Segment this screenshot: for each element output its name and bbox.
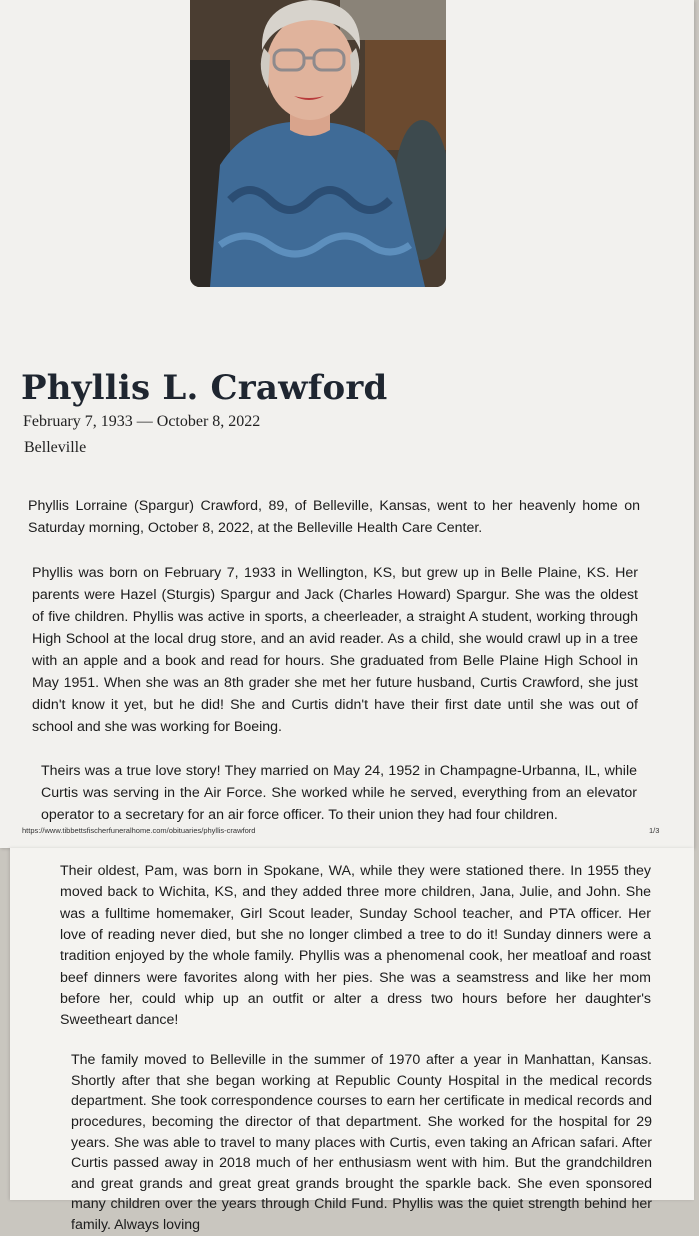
- portrait-photo: [190, 0, 446, 287]
- obituary-paragraph: Theirs was a true love story! They married on May 24, 1952 in Champagne-Urbanna, IL, while Curtis was serving in the Air Force. She worked while he served, everything from an elevator operator to a secretary for an air force officer. To their union they had four children.: [41, 763, 637, 824]
- deceased-name: Phyllis L. Crawford: [21, 368, 388, 408]
- obituary-paragraph: Phyllis was born on February 7, 1933 in Wellington, KS, but grew up in Belle Plaine, KS. Her parents were Hazel (Sturgis) Spargur and Jack (Charles Howard) Spargur. She was the oldest of five children. Phyllis was active in sports, a cheerleader, a straight A student, working through High School at the local drug store, and an avid reader. As a child, she would crawl up in a tree with an apple and a book and read for hours. She graduated from Belle Plaine High School in May 1951. When she was an 8th grader she met her future husband, Curtis Crawford, she just didn't know it yet, but he did! She and Curtis didn't have their first date until she was out of school and she was working for Boeing.: [32, 565, 638, 736]
- page-number: 1/3: [649, 826, 660, 835]
- obituary-paragraph: Their oldest, Pam, was born in Spokane, WA, while they were stationed there. In 1955 they moved back to Wichita, KS, and they added three more children, Jana, Julie, and John. She was a fulltime homemaker, Girl Scout leader, Sunday School teacher, and PTA officer. Her love of reading never died, but she no longer climbed a tree to do it! Sunday dinners were a tradition enjoyed by the whole family. Phyllis was a phenomenal cook, her meatloaf and roast beef dinners were favorites along with her pies. She was a seamstress and like her mom before her, could whip up an outfit or alter a dress two hours before her daughter's Sweetheart dance!: [60, 863, 651, 1029]
- obituary-paragraph: The family moved to Belleville in the summer of 1970 after a year in Manhattan, Kansas. Shortly after that she began working at Republic County Hospital in the medical records department. She took correspondence courses to earn her certificate in medical records and procedures, becoming the director of that department. She worked for the hospital for 29 years. She was able to travel to many places with Curtis, even taking an African safari. After Curtis passed away in 2018 much of her enthusiasm went with him. But the grandchildren and great grands and great great grands brought the sparkle back. She even sponsored many children over the years through Child Fund. Phyllis was the quiet strength behind her family. Always loving: [71, 1052, 652, 1233]
- life-dates: February 7, 1933 — October 8, 2022: [23, 413, 261, 430]
- portrait-image: [190, 0, 446, 287]
- source-url: https://www.tibbettsfischerfuneralhome.com/obituaries/phyllis-crawford: [22, 826, 256, 835]
- obituary-paragraph: Phyllis Lorraine (Spargur) Crawford, 89, of Belleville, Kansas, went to her heavenly home on Saturday morning, October 8, 2022, at the Belleville Health Care Center.: [28, 498, 640, 537]
- hometown: Belleville: [24, 439, 87, 456]
